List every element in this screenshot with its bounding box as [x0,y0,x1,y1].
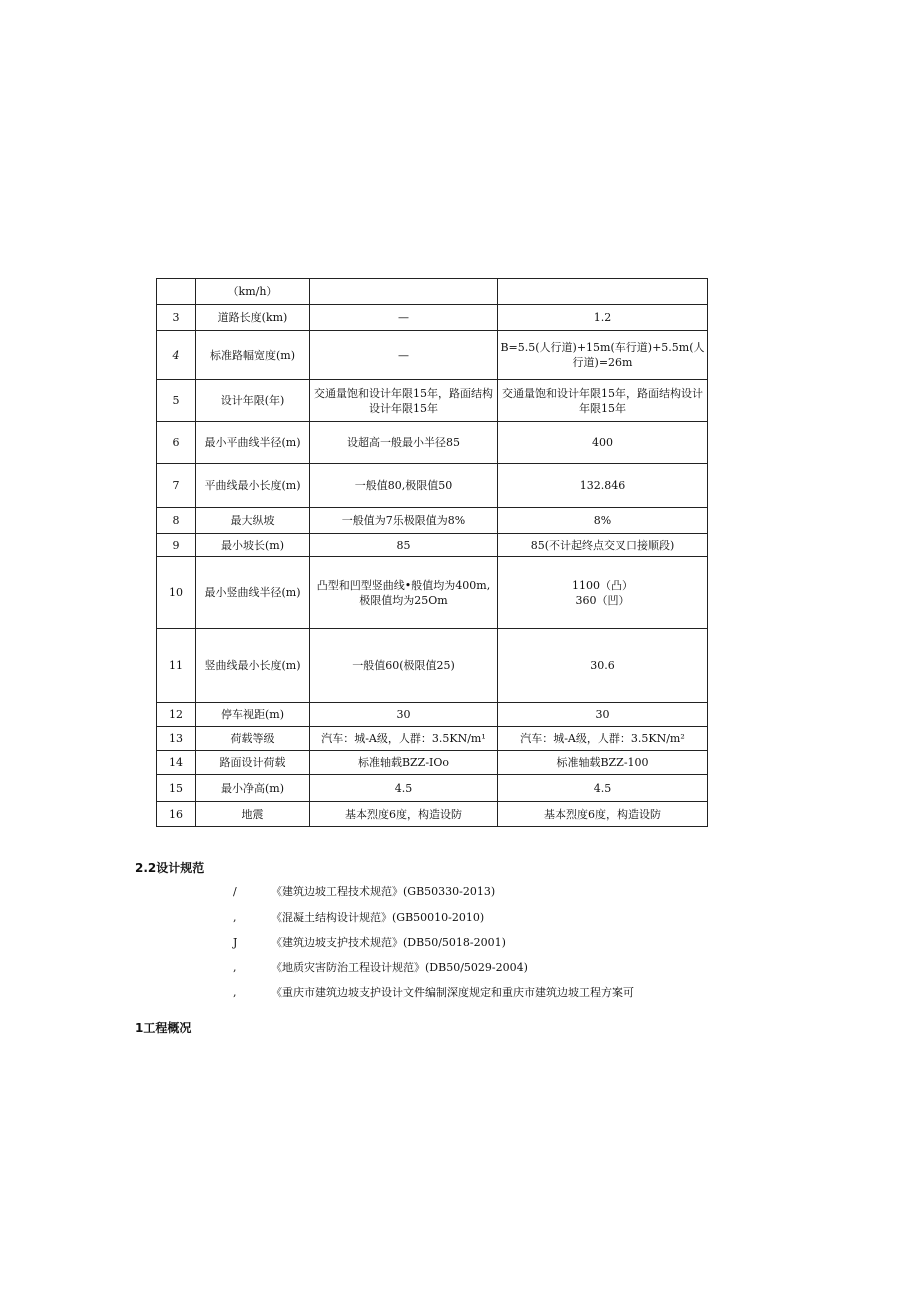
row-number: 6 [157,422,196,464]
row-number: 8 [157,508,196,534]
reference-item [233,884,495,900]
table-row [157,775,708,802]
section-heading-design-codes: 2.2设计规范 [135,861,205,875]
value-design: 30 [498,703,708,727]
item-name: 地震 [196,802,310,827]
row-number: 9 [157,534,196,557]
value-design-line: 360（凹） [575,593,630,607]
reference-text: 《建筑边坡工程技术规范》(GB50330-2013) [271,885,496,898]
row-number: 14 [157,751,196,775]
item-name: 路面设计荷载 [196,751,310,775]
value-standard: 基本烈度6度，构造设防 [310,802,498,827]
item-name: 最小平曲线半径(m) [196,422,310,464]
row-number: 16 [157,802,196,827]
reference-text: 《重庆市建筑边坡支护设计文件编制深度规定和重庆市建筑边坡工程方案可 [271,986,634,999]
item-name: 道路长度(km) [196,305,310,331]
value-standard: 一般值80,极限值50 [310,464,498,508]
value-design: 85(不计起终点交叉口接顺段) [498,534,708,557]
reference-text: 《建筑边坡支护技术规范》(DB50/5018-2001) [271,936,506,949]
value-design-line: 1100（凸） [572,578,633,592]
value-standard: 一般值60(极限值25) [310,629,498,703]
value-design [498,279,708,305]
row-number [157,279,196,305]
reference-text: 《地质灾害防治工程设计规范》(DB50/5029-2004) [271,961,528,974]
value-design: 8% [498,508,708,534]
row-number: 4 [157,331,196,380]
value-design: 基本烈度6度，构造设防 [498,802,708,827]
item-name: 最小坡长(m) [196,534,310,557]
value-design: 交通量饱和设计年限15年，路面结构设计年限15年 [498,380,708,422]
value-standard [310,279,498,305]
table-row [157,802,708,827]
value-standard: 汽车：城-A级，人群：3.5KN/m¹ [310,727,498,751]
value-standard: — [310,331,498,380]
value-design: 132.846 [498,464,708,508]
item-name: 最小竖曲线半径(m) [196,557,310,629]
value-standard: 4.5 [310,775,498,802]
reference-text: 《混凝土结构设计规范》(GB50010-2010) [271,911,485,924]
table-row [157,557,708,629]
row-number: 10 [157,557,196,629]
item-name: 最大纵坡 [196,508,310,534]
table-row [157,422,708,464]
value-standard: — [310,305,498,331]
value-design: 30.6 [498,629,708,703]
list-marker: J [233,936,238,949]
row-number: 3 [157,305,196,331]
value-standard: 设超高一般最小半径85 [310,422,498,464]
table-row [157,751,708,775]
table-row [157,380,708,422]
item-name: 设计年限(年) [196,380,310,422]
reference-item [233,985,634,1001]
item-name: 标准路幅宽度(m) [196,331,310,380]
value-design: B=5.5(人行道)+15m(车行道)+5.5m(人行道)=26m [498,331,708,380]
table-row [157,703,708,727]
item-name: 最小净高(m) [196,775,310,802]
table-row [157,727,708,751]
value-design: 标准轴载BZZ-100 [498,751,708,775]
item-name: 平曲线最小长度(m) [196,464,310,508]
list-marker: , [233,986,237,999]
item-name: 竖曲线最小长度(m) [196,629,310,703]
value-design: 汽车：城-A级，人群：3.5KN/m² [498,727,708,751]
row-number: 5 [157,380,196,422]
row-number: 11 [157,629,196,703]
table-row [157,279,708,305]
list-marker: / [233,885,237,898]
item-name: 停车视距(m) [196,703,310,727]
table-row [157,508,708,534]
table-row [157,464,708,508]
list-marker: , [233,911,237,924]
table-row [157,331,708,380]
row-number: 7 [157,464,196,508]
list-marker: , [233,961,237,974]
value-design [498,557,708,629]
value-standard: 30 [310,703,498,727]
row-number: 12 [157,703,196,727]
item-name: 荷载等级 [196,727,310,751]
table-row [157,629,708,703]
value-standard: 凸型和凹型竖曲线•般值均为400m,极限值均为25Om [310,557,498,629]
table-row [157,534,708,557]
value-standard: 85 [310,534,498,557]
reference-item [233,935,506,951]
section-heading-project-overview: 1工程概况 [135,1021,192,1035]
value-standard: 标准轴载BZZ-IOo [310,751,498,775]
table-row [157,305,708,331]
value-standard: 一般值为7乐极限值为8% [310,508,498,534]
reference-item [233,910,484,926]
reference-item [233,960,528,976]
row-number: 13 [157,727,196,751]
row-number: 15 [157,775,196,802]
design-standards-table [156,278,708,827]
item-name: （km/h） [196,279,310,305]
value-design: 4.5 [498,775,708,802]
value-design: 400 [498,422,708,464]
value-design: 1.2 [498,305,708,331]
value-standard: 交通量饱和设计年限15年，路面结构设计年限15年 [310,380,498,422]
